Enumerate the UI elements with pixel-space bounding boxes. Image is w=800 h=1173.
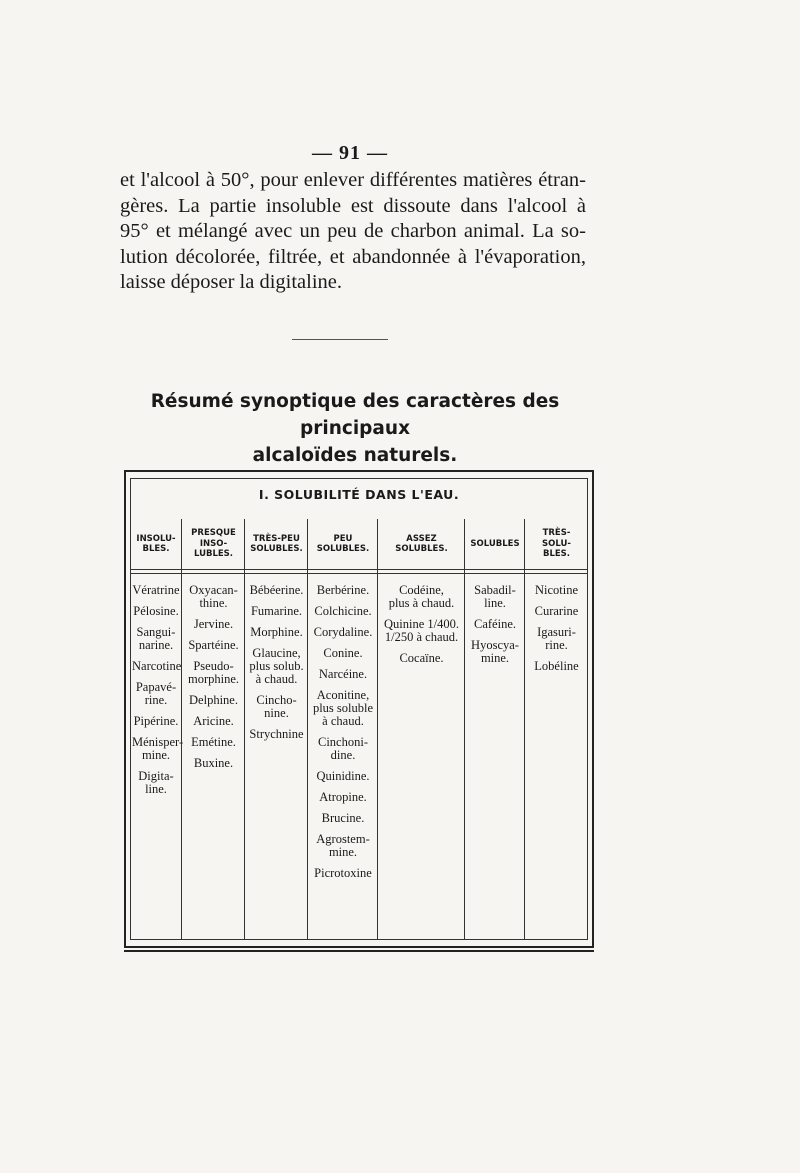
column-header [378, 519, 465, 570]
column-header [182, 519, 245, 570]
table-cell: Delphine. [189, 693, 238, 707]
table-cell: Narcotine [132, 659, 182, 673]
column-header-line: SOLUBLES [470, 538, 520, 549]
column-body [131, 573, 184, 796]
column-header [525, 519, 588, 570]
section-title-line: Résumé synoptique des caractères des principaux [150, 391, 560, 439]
table-cell: Caféine. [474, 617, 516, 631]
column-header-line: INSO- [199, 538, 228, 549]
table-cell: Spartéine. [188, 638, 239, 652]
table-cell: Codéine, plus à chaud. [388, 583, 455, 610]
table-title: I. SOLUBILITÉ DANS L'EAU. [258, 487, 460, 502]
table-cell: Quinine 1/400. 1/250 à chaud. [384, 617, 459, 644]
column-body [465, 573, 525, 665]
solubility-table-inner [130, 478, 588, 940]
table-cell: Emétine. [191, 735, 236, 749]
table-cell: Digita- line. [138, 769, 174, 796]
column-body [525, 573, 588, 673]
paragraph-line: 95° et mélangé avec un peu de charbon animal. La so- [120, 220, 586, 242]
table-cell: Bébéerine. [249, 583, 304, 597]
table-cell: Atropine. [319, 790, 367, 804]
table-column [307, 519, 378, 939]
column-header [308, 519, 378, 570]
column-header-line: BLES. [142, 544, 170, 554]
column-body [182, 573, 245, 770]
table-cell: Glaucine, plus solub. à chaud. [249, 646, 304, 686]
table-cell: Lobéline [534, 659, 579, 673]
column-header-line: BLES. [542, 549, 571, 560]
table-cell: Ménisper- mine. [132, 735, 184, 762]
section-separator [292, 339, 388, 340]
table-cell: Pélosine. [133, 604, 179, 618]
table-cell: Agrostem- mine. [316, 832, 370, 859]
table-cell: Nicotine [534, 583, 579, 597]
table-cell: Cinchoni- dine. [318, 735, 368, 762]
column-header-line: ASSEZ [406, 533, 437, 544]
table-cell: Aconitine, plus soluble à chaud. [312, 688, 374, 728]
table-cell: Berbérine. [316, 583, 370, 597]
column-body [378, 573, 465, 665]
paragraph-line: lution décolorée, filtrée, et abandonnée à l'évaporation, [120, 245, 586, 268]
page-number: — 91 — [312, 142, 388, 164]
column-header-line: SOLUBLES. [316, 544, 370, 554]
table-cell: Pseudo- morphine. [187, 659, 240, 686]
column-header-line: LUBLES. [193, 549, 234, 560]
table-cell: Sangui- narine. [136, 625, 176, 652]
table-cell: Igasuri- rine. [537, 625, 576, 652]
table-cell: Conine. [323, 646, 363, 660]
table-cell: Oxyacan- thine. [189, 583, 238, 610]
table-cell: Picrotoxine [314, 866, 372, 880]
paragraph-line: laisse déposer la digitaline. [120, 271, 343, 293]
column-header [131, 519, 181, 570]
table-cell: Curarine [534, 604, 579, 618]
table-cell: Vératrine [132, 583, 180, 597]
column-header-line: PRESQUE [191, 528, 236, 539]
section-title [110, 388, 600, 469]
table-cell: Cincho- nine. [256, 693, 297, 720]
column-header-line: TRÈS-PEU [253, 533, 300, 544]
table-cell: Narcéine. [318, 667, 368, 681]
table-cell: Colchicine. [314, 604, 372, 618]
solubility-table [124, 470, 594, 948]
body-paragraph [120, 168, 586, 296]
table-column [524, 519, 588, 939]
table-cell: Quinidine. [316, 769, 370, 783]
column-header-line: PEU [333, 533, 353, 544]
column-header [465, 519, 525, 570]
table-cell: Jervine. [193, 617, 234, 631]
column-body [245, 573, 308, 741]
column-header-line: INSOLU- [136, 533, 176, 544]
table-column [244, 519, 308, 939]
column-header-line: TRÈS- [542, 528, 571, 539]
table-cell: Hyoscya- mine. [471, 638, 519, 665]
table-column [377, 519, 465, 939]
paragraph-line: gères. La partie insoluble est dissoute dans l'alcool à [120, 194, 586, 217]
table-cell: Sabadil- line. [474, 583, 516, 610]
column-header [245, 519, 308, 570]
table-cell: Fumarine. [250, 604, 303, 618]
table-cell: Morphine. [250, 625, 303, 639]
column-body [308, 573, 378, 880]
table-cell: Aricine. [193, 714, 234, 728]
table-cell: Brucine. [321, 811, 365, 825]
paragraph-line: et l'alcool à 50°, pour enlever différentes matières étran- [120, 169, 586, 191]
column-header-line: SOLUBLES. [250, 544, 303, 554]
table-column [181, 519, 245, 939]
table-cell: Strychnine [249, 727, 304, 741]
table-cell: Cocaïne. [399, 651, 444, 665]
column-header-line: SOLU- [542, 538, 571, 549]
table-cell: Buxine. [193, 756, 234, 770]
column-header-line: SOLUBLES. [395, 544, 448, 554]
table-column [131, 519, 184, 939]
table-column [464, 519, 525, 939]
table-cell: Papavé- rine. [135, 680, 177, 707]
section-title-line: alcaloïdes naturels. [252, 445, 458, 466]
table-cell: Pipérine. [133, 714, 179, 728]
table-cell: Corydaline. [313, 625, 373, 639]
